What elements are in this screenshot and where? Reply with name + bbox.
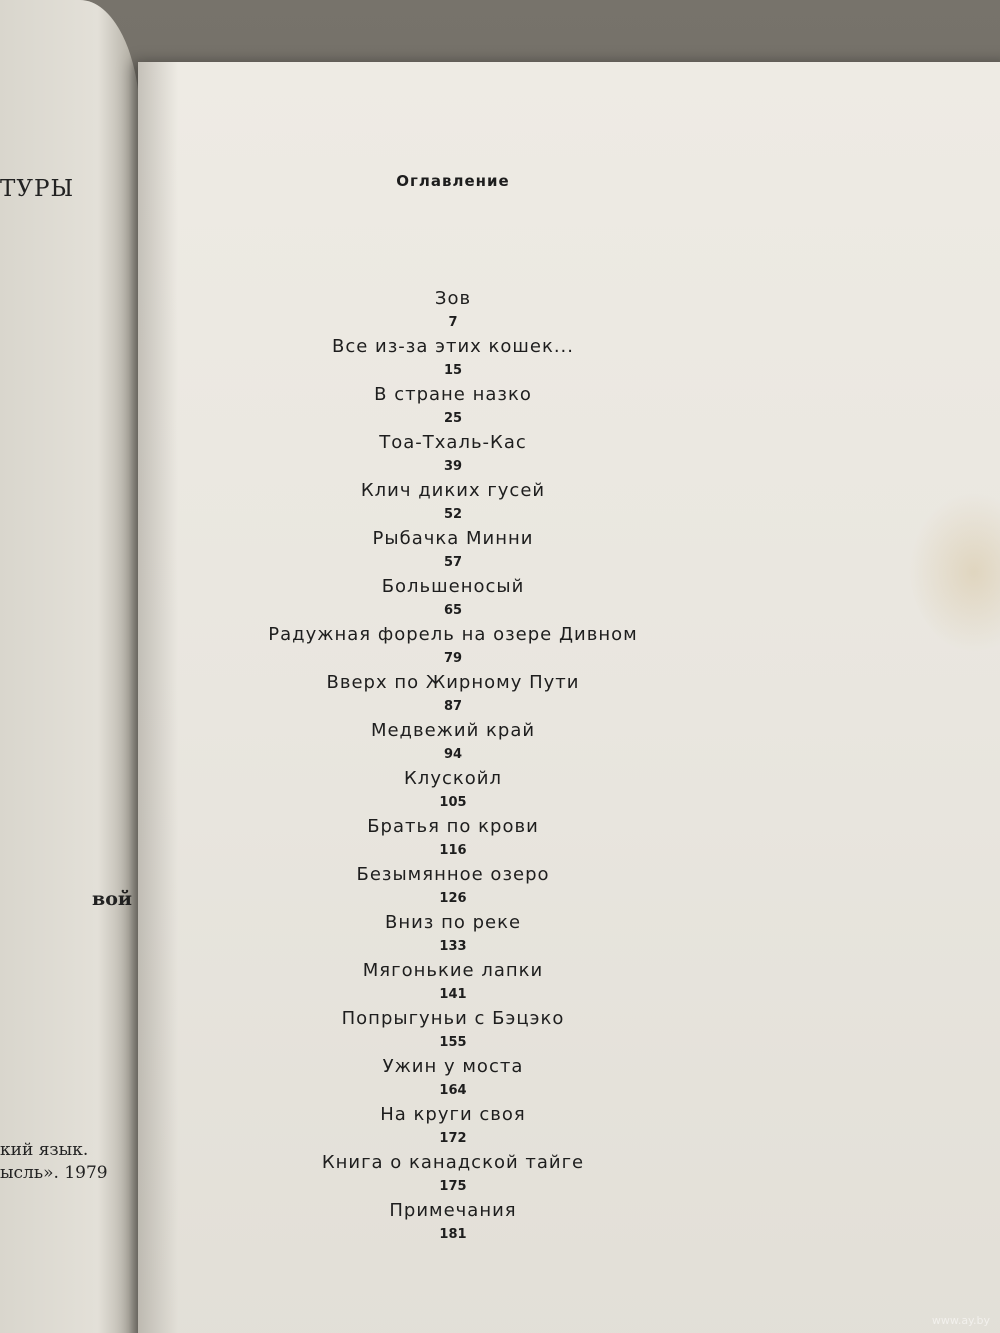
- toc-entry-page-number: 25: [443, 411, 463, 426]
- toc-entry-title: Тоа-Тхаль-Кас: [379, 432, 527, 453]
- toc-entry: [138, 1196, 768, 1244]
- toc-entry: [138, 668, 768, 716]
- toc-entry-title: Клускойл: [404, 768, 502, 789]
- toc-entry: [138, 620, 768, 668]
- toc-entry: [138, 380, 768, 428]
- toc-entry-page-number: 181: [439, 1227, 467, 1242]
- toc-entry-page-number: 65: [443, 603, 463, 618]
- toc-entry: [138, 1052, 768, 1100]
- toc-entry-page-number: 79: [443, 651, 463, 666]
- toc-entry: [138, 812, 768, 860]
- left-page-fragment: ысль». 1979: [0, 1163, 108, 1183]
- toc-entry: [138, 908, 768, 956]
- toc-entry: [138, 284, 768, 332]
- paper-stain: [908, 492, 1000, 652]
- toc-list: [138, 284, 768, 1244]
- toc-entry-page-number: 172: [439, 1131, 467, 1146]
- left-page-fragment: кий язык.: [0, 1140, 89, 1160]
- toc-entry-page-number: 164: [439, 1083, 467, 1098]
- toc-entry-title: Рыбачка Минни: [372, 528, 534, 549]
- toc-entry-page-number: 7: [448, 315, 458, 330]
- toc-entry: [138, 1100, 768, 1148]
- toc-entry-page-number: 52: [443, 507, 463, 522]
- toc-entry: [138, 716, 768, 764]
- toc-entry: [138, 1004, 768, 1052]
- toc-entry-title: На круги своя: [380, 1104, 526, 1125]
- toc-entry-title: Примечания: [389, 1200, 517, 1221]
- left-page-fragment: вой: [92, 888, 132, 910]
- toc-entry-page-number: 133: [439, 939, 467, 954]
- toc-entry: [138, 428, 768, 476]
- left-page-fragment: ТУРЫ: [0, 176, 75, 202]
- toc-entry-page-number: 155: [439, 1035, 467, 1050]
- toc-entry-page-number: 175: [439, 1179, 467, 1194]
- toc-entry-title: Большеносый: [381, 576, 525, 597]
- toc-entry-page-number: 87: [443, 699, 463, 714]
- toc-entry-page-number: 126: [439, 891, 467, 906]
- toc-entry-title: Медвежий край: [370, 720, 536, 741]
- toc-entry-title: Безымянное озеро: [356, 864, 550, 885]
- table-of-contents: [138, 0, 768, 1333]
- toc-entry-page-number: 94: [443, 747, 463, 762]
- toc-entry: [138, 572, 768, 620]
- toc-entry-page-number: 116: [439, 843, 467, 858]
- toc-entry: [138, 332, 768, 380]
- toc-entry-page-number: 39: [443, 459, 463, 474]
- toc-entry-title: Клич диких гусей: [360, 480, 546, 501]
- toc-entry: [138, 764, 768, 812]
- left-page: [0, 0, 140, 1333]
- toc-heading: Оглавление: [396, 172, 510, 190]
- toc-entry-title: Все из-за этих кошек...: [331, 336, 575, 357]
- toc-entry: [138, 1148, 768, 1196]
- toc-entry: [138, 956, 768, 1004]
- toc-entry-title: Книга о канадской тайге: [321, 1152, 585, 1173]
- toc-entry: [138, 860, 768, 908]
- toc-entry-title: Попрыгуньи с Бэцэко: [341, 1008, 565, 1029]
- watermark: www.ay.by: [931, 1314, 990, 1327]
- toc-entry-title: Ужин у моста: [382, 1056, 524, 1077]
- toc-entry-page-number: 141: [439, 987, 467, 1002]
- toc-entry-page-number: 105: [439, 795, 467, 810]
- toc-entry-title: Мягонькие лапки: [362, 960, 544, 981]
- toc-entry-page-number: 57: [443, 555, 463, 570]
- toc-entry: [138, 476, 768, 524]
- toc-entry-title: Вниз по реке: [384, 912, 522, 933]
- toc-entry-page-number: 15: [443, 363, 463, 378]
- toc-entry-title: Радужная форель на озере Дивном: [268, 624, 638, 645]
- toc-entry-title: Братья по крови: [367, 816, 539, 837]
- toc-entry-title: Зов: [434, 288, 472, 309]
- toc-entry-title: Вверх по Жирному Пути: [326, 672, 580, 693]
- toc-entry: [138, 524, 768, 572]
- toc-entry-title: В стране назко: [374, 384, 532, 405]
